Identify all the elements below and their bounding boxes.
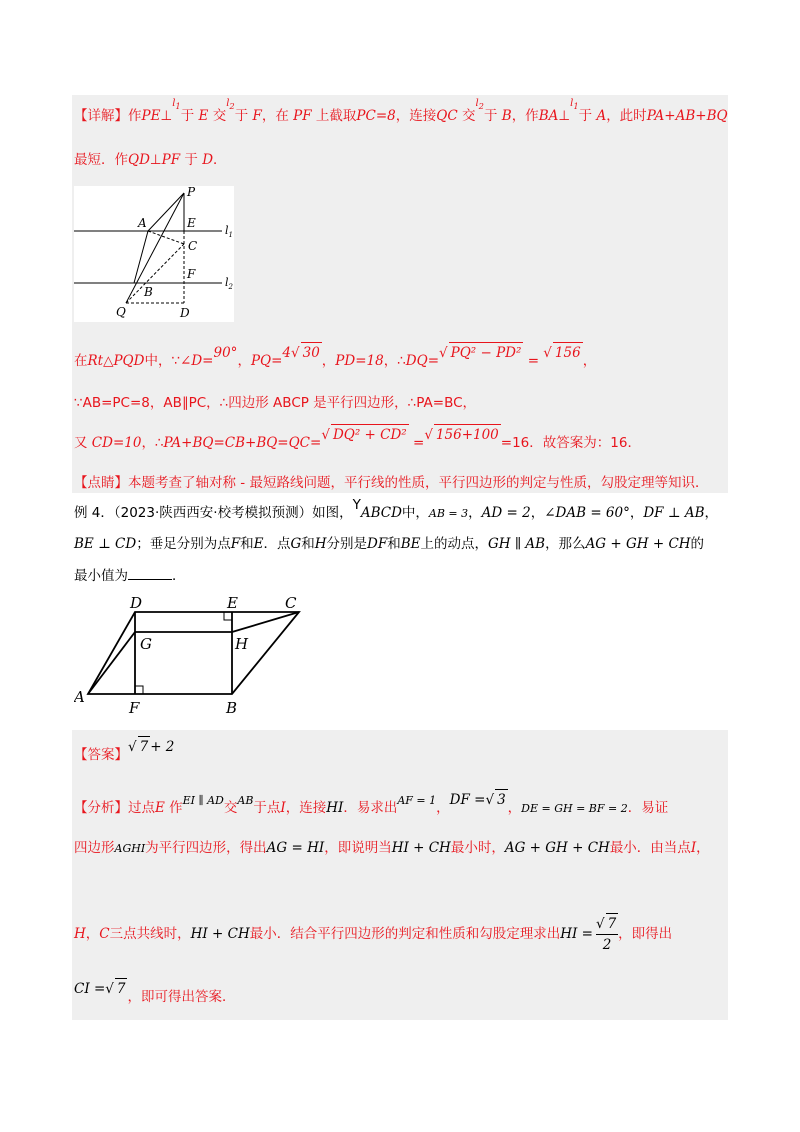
label-B: B (144, 285, 153, 299)
detail-tag: 【详解】 (74, 108, 128, 124)
right-angle-e (224, 612, 232, 620)
label-H: H (235, 635, 249, 653)
figure-2 (74, 592, 314, 720)
calc-line-1: 在Rt△PQD中，∵∠D=90°，PQ=4√ 30 ，PD=18，∴DQ=√ PQ² − PD² = √ 156 ， (74, 350, 596, 371)
seg-ag (88, 632, 135, 694)
figure-1 (74, 186, 234, 322)
detail-line-1: 【详解】作PE⊥$^{l_1}$于 E 交$^{l_2}$于 F，在 PF 上截取PC=8，连接QC 交$^{l_2}$于 B，作BA⊥$^{l_1}$于 A，此时PA+AB+BQ (74, 98, 728, 124)
right-angle-f (135, 686, 143, 694)
label-D: D (130, 594, 143, 612)
calc-line-3: 又 CD=10，∴PA+BQ=CB+BQ=QC=√ DQ² + CD² =√ 156+100 =16．故答案为：16． (74, 432, 641, 453)
analysis-line-1: 【分析】过点E 作$^{EI \parallel AD}$交$^{AB}$于点I，连接HI．易求出$^{AF = 1}$，DF =√ 3 ，DE = GH = BF = 2．易证 (74, 797, 668, 819)
example-line-2: BE ⊥ CD；垂足分别为点F和E．点G和H分别是DF和BE上的动点，GH ∥ AB，那么AG + GH + CH的 (74, 536, 705, 552)
label-P: P (187, 186, 196, 199)
label-A: A (74, 688, 85, 706)
seg-ch (232, 612, 299, 632)
answer-shade (72, 730, 728, 1020)
label-C: C (285, 594, 297, 612)
label-B: B (226, 699, 238, 717)
label-E: E (227, 594, 238, 612)
analysis-line-2: 四边形AGHI为平行四边形，得出AG = HI，即说明当HI + CH最小时，AG + GH + CH最小．由当点I， (74, 840, 710, 856)
label-A: A (138, 216, 147, 230)
analysis-line-3: H，C三点共线时，HI + CH最小．结合平行四边形的判定和性质和勾股定理求出HI = $\frac{√ 7}{2}$ ，即得出 (74, 913, 672, 955)
label-l2: $l_2$ (225, 276, 233, 291)
label-E: E (187, 216, 196, 230)
analysis-line-4: CI =√ 7 ，即可得出答案． (74, 986, 235, 1007)
example-line-3: 最小值为 ． (74, 568, 186, 584)
label-G: G (140, 635, 152, 653)
label-D: D (180, 306, 190, 320)
comment-line: 【点睛】本题考查了轴对称 - 最短路线问题，平行线的性质，平行四边形的判定与性质，勾股定理等知识． (74, 475, 709, 491)
label-Q: Q (116, 305, 126, 319)
label-l1: $l_1$ (225, 224, 233, 239)
example-line-1: 例 4．（2023·陕西西安·校考模拟预测）如图，YABCD中，AB = 3，AD = 2，∠DAB = 60°，DF ⊥ AB， (74, 497, 718, 521)
detail-line-2: 最短．作QD⊥PF 于 D． (74, 152, 227, 168)
label-F: F (187, 267, 196, 281)
label-C: C (188, 239, 198, 253)
label-F: F (129, 699, 140, 717)
answer-line: 【答案】√ 7 + 2 (74, 744, 174, 765)
answer-blank (128, 579, 172, 580)
calc-line-2: ∵AB=PC=8，AB∥PC，∴四边形 ABCP 是平行四边形，∴PA=BC， (74, 395, 477, 411)
